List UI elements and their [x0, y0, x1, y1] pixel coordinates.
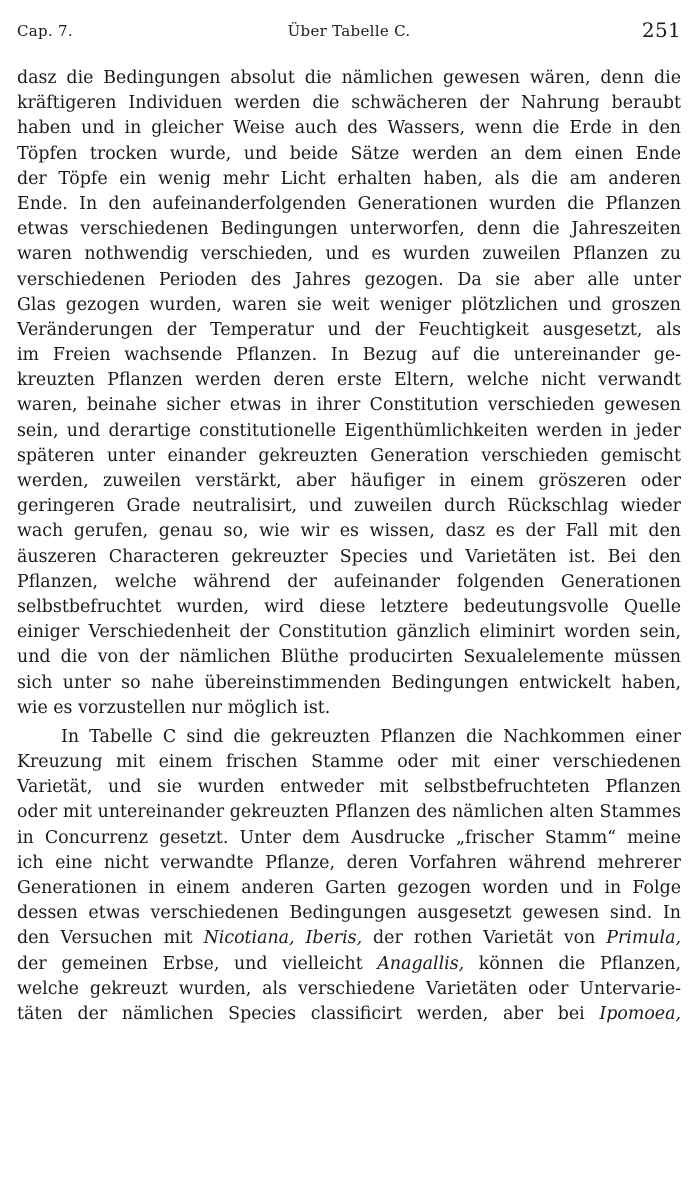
text-line: sich unter so nahe übereinstimmenden Bedingungen entwickelt haben,	[17, 672, 681, 693]
text-line: welche gekreuzt wurden, als verschiedene Varietäten oder Untervarie-	[17, 978, 681, 999]
text-line: haben und in gleicher Weise auch des Wassers, wenn die Erde in den	[17, 118, 681, 139]
text-run: täten der nämlichen Species classificirt werden, aber bei	[17, 1003, 585, 1024]
text-line: Glas gezogen wurden, waren sie weit weniger plötzlichen und groszen	[17, 294, 681, 315]
species-name: Primula,	[606, 928, 681, 949]
text-line: kräftigeren Individuen werden die schwächeren der Nahrung beraubt	[17, 93, 681, 114]
text-line: In Tabelle C sind die gekreuzten Pflanzen die Nachkommen einer	[61, 726, 681, 747]
text-line	[17, 926, 681, 951]
species-name: Ipomoea,	[599, 1003, 681, 1024]
text-line: waren, beinahe sicher etwas in ihrer Constitution verschieden gewesen	[17, 395, 681, 416]
text-line: geringeren Grade neutralisirt, und zuweilen durch Rückschlag wieder	[17, 496, 681, 517]
text-line: Kreuzung mit einem frischen Stamme oder mit einer verschiedenen	[17, 752, 681, 773]
text-line: oder mit untereinander gekreuzten Pflanzen des nämlichen alten Stammes	[17, 802, 681, 823]
text-line: späteren unter einander gekreuzten Generation verschieden gemischt	[17, 445, 681, 466]
book-page	[17, 18, 681, 1027]
chapter-label: Cap. 7.	[17, 22, 73, 40]
text-line: werden, zuweilen verstärkt, aber häufiger in einem gröszeren oder	[17, 471, 681, 491]
paragraph-2	[17, 725, 681, 1027]
text-run: den Versuchen mit	[17, 928, 193, 949]
text-line: Ende. In den aufeinanderfolgenden Generationen wurden die Pflanzen	[17, 193, 681, 214]
paragraph-1	[17, 66, 681, 721]
species-name: Iberis,	[305, 928, 363, 949]
text-line: waren nothwendig verschieden, und es wurden zuweilen Pflanzen zu	[17, 244, 681, 265]
text-line: verschiedenen Perioden des Jahres gezogen. Da sie aber alle unter	[17, 269, 681, 290]
text-line: kreuzten Pflanzen werden deren erste Eltern, welche nicht verwandt	[17, 370, 681, 391]
text-line: im Freien wachsende Pflanzen. In Bezug auf die untereinander ge-	[17, 345, 681, 366]
species-name: Anagallis,	[377, 953, 465, 974]
species-name: Nicotiana,	[203, 928, 295, 949]
text-line: Töpfen trocken wurde, und beide Sätze werden an dem einen Ende	[17, 143, 681, 164]
text-line: Pflanzen, welche während der aufeinander folgenden Generationen	[17, 571, 681, 592]
text-line	[17, 1002, 681, 1027]
text-run: der gemeinen Erbse, und vielleicht	[17, 953, 363, 974]
running-title: Über Tabelle C.	[287, 22, 411, 40]
text-line: Varietät, und sie wurden entweder mit selbstbefruchteten Pflanzen	[17, 777, 681, 798]
text-line	[17, 952, 681, 977]
text-line: dasz die Bedingungen absolut die nämlichen gewesen wären, denn die	[17, 68, 681, 88]
text-line: Veränderungen der Temperatur und der Feuchtigkeit ausgesetzt, als	[17, 319, 681, 340]
text-line: Generationen in einem anderen Garten gezogen worden und in Folge	[17, 878, 681, 898]
text-line: wach gerufen, genau so, wie wir es wissen, dasz es der Fall mit den	[17, 521, 681, 542]
text-line: einiger Verschiedenheit der Constitution gänzlich eliminirt worden sein,	[17, 622, 681, 643]
page-number: 251	[641, 18, 681, 42]
text-line: der Töpfe ein wenig mehr Licht erhalten haben, als die am anderen	[17, 168, 681, 189]
text-run: der rothen Varietät von	[373, 928, 596, 949]
text-line: dessen etwas verschiedenen Bedingungen ausgesetzt gewesen sind. In	[17, 903, 681, 924]
text-run: können die Pflanzen,	[478, 953, 682, 974]
text-line: selbstbefruchtet wurden, wird diese letztere bedeutungsvolle Quelle	[17, 596, 681, 617]
text-line: äuszeren Characteren gekreuzter Species und Varietäten ist. Bei den	[17, 546, 681, 567]
text-line: in Concurrenz gesetzt. Unter dem Ausdrucke „frischer Stamm“ meine	[17, 827, 681, 848]
text-line: wie es vorzustellen nur möglich ist.	[17, 697, 331, 718]
text-line: ich eine nicht verwandte Pflanze, deren Vorfahren während mehrerer	[17, 852, 681, 873]
running-head	[17, 18, 681, 48]
text-line: und die von der nämlichen Blüthe producirten Sexualelemente müssen	[17, 647, 681, 668]
text-line: sein, und derartige constitutionelle Eigenthümlichkeiten werden in jeder	[17, 420, 681, 441]
text-line: etwas verschiedenen Bedingungen unterworfen, denn die Jahreszeiten	[17, 219, 681, 240]
body-text	[17, 66, 681, 1027]
